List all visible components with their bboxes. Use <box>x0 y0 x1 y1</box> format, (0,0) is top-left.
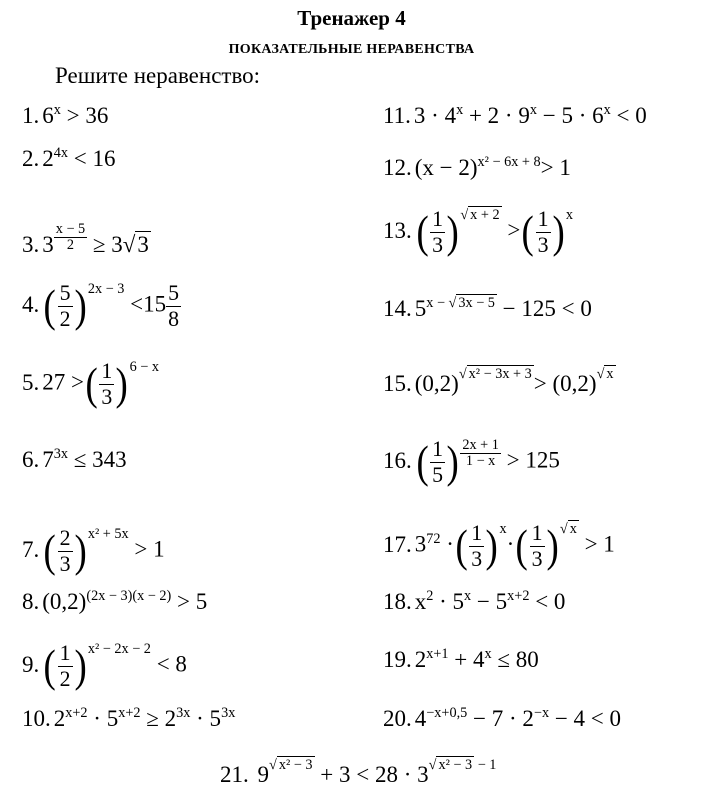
problem-14: 14. $5^{x - √ 3x - 5} - 125 < 0$ <box>383 295 592 321</box>
problem-19: 19. $2^{x+1} + 4^x \le 80$ <box>383 646 539 672</box>
problem-7: 7. ( $\frac{2}{3}$ ) $^{x^2 + 5x}$ > 1 <box>22 525 165 577</box>
problem-5: 5. 27 > ( $\frac{1}{3}$ ) $^{6 - x}$ <box>22 358 159 410</box>
problem-20: 20. $4^{-x+0,5} - 7 \cdot 2^{-x} - 4 < 0$ <box>383 705 622 731</box>
problem-13: 13. ( $\frac{1}{3}$ ) $^{√ x + 2}$ > ( $\frac{1}{3}$ ) $^x$ <box>383 206 574 258</box>
problem-4: 4. ( $\frac{5}{2}$ ) $^{2x - 3}$ <15 $\frac{5}{8}$ <box>22 280 180 332</box>
problem-17: 17. $3^{72}$ · ( $\frac{1}{3}$ ) $^x$· ( $\frac{1}{3}$ ) $^{√ x}$ > 1 <box>383 520 615 572</box>
problem-6: 6. $7^{3x} \le 343$ <box>22 446 127 472</box>
problem-12: 12. $(x - 2)^{x^2 - 6x + 8}> 1$ <box>383 154 571 180</box>
instruction: Решите неравенство: <box>55 63 261 88</box>
problem-1: 1. 6$^x$ > 36 <box>22 102 109 128</box>
problem-9: 9. ( $\frac{1}{2}$ ) $^{x^2 - 2x - 2}$ < 8 <box>22 640 187 692</box>
problem-16: 16. ( $\frac{1}{5}$ ) $\frac{2x + 1}{1 - x}$ > 125 <box>383 436 560 488</box>
problem-21: 21. $9^{√ x^2 - 3} + 3 < 28 \cdot 3^{√ x^2 - 3 - 1}$ <box>220 757 497 787</box>
problem-15: 15. $(0,2)^{√ x^2 - 3x + 3}> (0,2)^{√ x}$ <box>383 366 614 396</box>
problem-11: 11. $3 \cdot 4^x + 2 \cdot 9^x - 5 \cdot 6^x < 0$ <box>383 102 647 128</box>
problem-3: 3. 3 $\frac{x - 5}{2}$ ≥ 3√3 <box>22 221 149 257</box>
page-title: Тренажер 4 <box>297 6 406 30</box>
problem-2: 2. $2^{4x} < 16$ <box>22 145 116 171</box>
problem-18: 18. $x^2 \cdot 5^x - 5^{x+2} < 0$ <box>383 588 566 614</box>
problem-10: 10. $2^{x+2} \cdot 5^{x+2} \ge 2^{3x} \cdot 5^{3x}$ <box>22 705 236 731</box>
page-subtitle: ПОКАЗАТЕЛЬНЫЕ НЕРАВЕНСТВА <box>228 42 475 57</box>
problem-8: 8. $(0,2)^{(2x - 3)(x - 2)} > 5$ <box>22 588 208 614</box>
